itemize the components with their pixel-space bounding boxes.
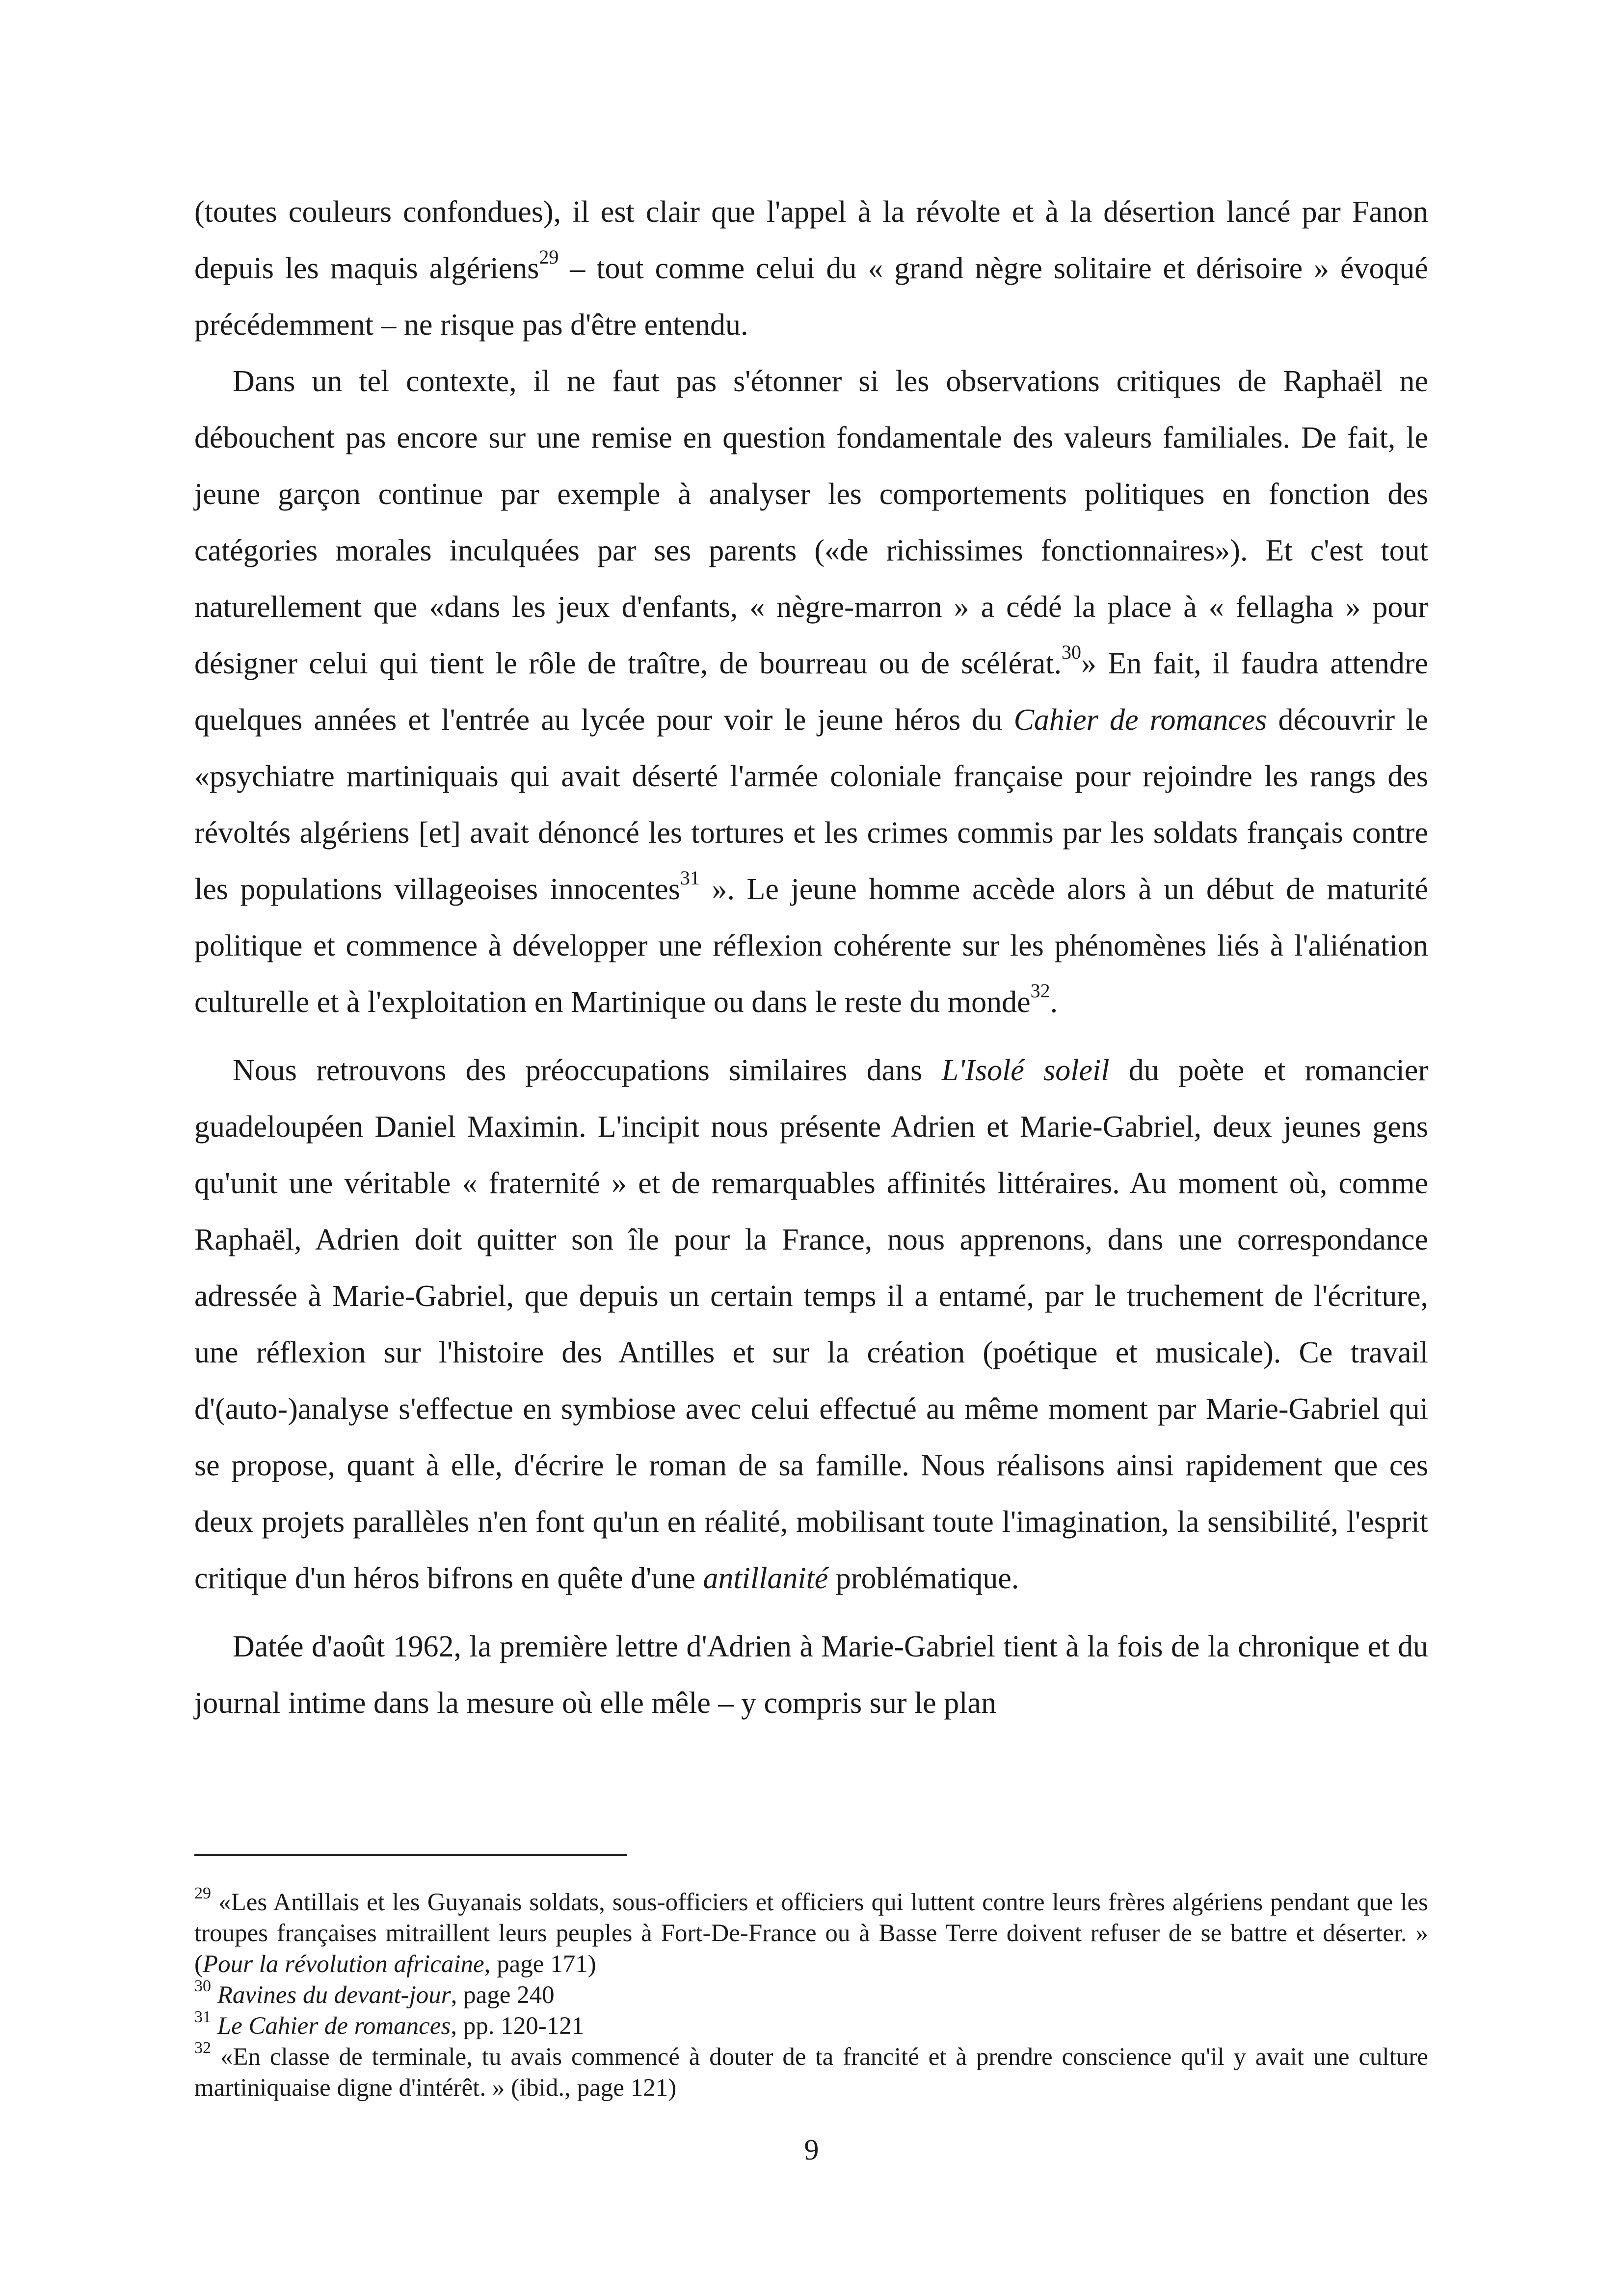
paragraph-4 — [194, 1619, 1428, 1732]
footnote-reference-29[interactable]: 29 — [539, 246, 559, 268]
paragraph-text: ». Le jeune homme accède alors à un début de maturité politique et commence à développer une réflexion cohérente sur les phénomènes liés à l'aliénation culturelle et à l'exploitation en Martinique ou dans le reste du monde — [194, 873, 1429, 1019]
footnote-text — [211, 1981, 217, 2009]
book-title: Ravines du devant-jour — [217, 1981, 451, 2009]
footnote-text — [211, 2012, 217, 2040]
footnote-text: «En classe de terminale, tu avais commencé à douter de ta francité et à prendre conscience qu'il y avait une culture martiniquaise digne d'intérêt. » (ibid., page 121) — [194, 2043, 1428, 2102]
footnote-reference-31[interactable]: 31 — [680, 867, 700, 889]
footnote-32 — [194, 2039, 1428, 2104]
book-title: Pour la révolution africaine — [202, 1950, 484, 1978]
book-title: Le Cahier de romances — [217, 2012, 451, 2040]
book-title: L'Isolé soleil — [941, 1054, 1110, 1087]
footnote-text: , page 171) — [484, 1950, 596, 1978]
paragraph-text: Datée d'août 1962, la première lettre d'Adrien à Marie-Gabriel tient à la fois de la chronique et du journal intime dans la mesure où elle mêle – y compris sur le plan — [194, 1630, 1428, 1720]
book-title: Cahier de romances — [1013, 703, 1267, 737]
paragraph-3 — [194, 1042, 1428, 1607]
paragraph-text: Dans un tel contexte, il ne faut pas s'étonner si les observations critiques de Raphaël ne débouchent pas encore sur une remise en question fondamentale des valeurs familiales. De fait, le jeune garçon continue par exemple à analyser les comportements politiques en fonction des catégories morales inculquées par ses parents («de richissimes fonctionnaires»). Et c'est tout naturellement que «dans les jeux d'enfants, « nègre-marron » a cédé la place à « fellagha » pour désigner celui qui tient le rôle de traître, de bourreau ou de scélérat. — [194, 365, 1428, 680]
paragraph-text: du poète et romancier guadeloupéen Daniel Maximin. L'incipit nous présente Adrien et Marie-Gabriel, deux jeunes gens qu'unit une véritable « fraternité » et de remarquables affinités littéraires. Au moment où, comme Raphaël, Adrien doit quitter son île pour la France, nous apprenons, dans une correspondance adressée à Marie-Gabriel, que depuis un certain temps il a entamé, par le truchement de l'écriture, une réflexion sur l'histoire des Antilles et sur la création (poétique et musicale). Ce travail d'(auto-)analyse s'effectue en symbiose avec celui effectué au même moment par Marie-Gabriel qui se propose, quant à elle, d'écrire le roman de sa famille. Nous réalisons ainsi rapidement que ces deux projets parallèles n'en font qu'un en réalité, mobilisant toute l'imagination, la sensibilité, l'esprit critique d'un héros bifrons en quête d'une — [194, 1054, 1428, 1595]
footnote-reference-32[interactable]: 32 — [1030, 980, 1050, 1002]
paragraph-text: – tout comme celui du « grand nègre solitaire et dérisoire » évoqué précédemment – ne risque pas d'être entendu. — [194, 252, 1429, 342]
paragraph-text: Nous retrouvons des préoccupations similaires dans — [233, 1054, 942, 1087]
paragraph-1 — [194, 184, 1428, 353]
body-text — [194, 184, 1428, 1732]
footnote-reference-30[interactable]: 30 — [1062, 641, 1082, 663]
page-number: 9 — [804, 2134, 819, 2166]
paragraph-text: découvrir le «psychiatre martiniquais qui avait déserté l'armée coloniale française pour rejoindre les rangs des révoltés algériens [et] avait dénoncé les tortures et les crimes commis par les soldats français contre les populations villageoises innocentes — [194, 703, 1428, 906]
footnote-30 — [194, 1977, 1428, 2011]
footnote-number: 29 — [194, 1884, 211, 1903]
footnotes — [194, 1884, 1428, 2104]
footnote-separator — [194, 1854, 627, 1856]
footnote-number: 31 — [194, 2008, 211, 2027]
footnote-number: 32 — [194, 2039, 211, 2057]
paragraph-text: » En fait, il faudra attendre quelques années et l'entrée au lycée pour voir le jeune héros du — [194, 647, 1428, 737]
footnote-31 — [194, 2008, 1428, 2042]
footnote-29 — [194, 1884, 1428, 1980]
emphasized-term: antillanité — [703, 1562, 828, 1595]
paragraph-2 — [194, 353, 1428, 1031]
footnote-text: , pp. 120-121 — [451, 2012, 585, 2040]
footnote-number: 30 — [194, 1977, 211, 1996]
paragraph-text: (toutes couleurs confondues), il est clair que l'appel à la révolte et à la désertion lancé par Fanon depuis les maquis algériens — [194, 195, 1428, 285]
footnote-text: , page 240 — [451, 1981, 555, 2009]
paragraph-text: . — [1050, 986, 1058, 1019]
footnote-text: «Les Antillais et les Guyanais soldats, sous-officiers et officiers qui luttent contre leurs frères algériens pendant que les troupes françaises mitraillent leurs peuples à Fort-De-France ou à Basse Terre doivent refuser de se battre et déserter. » ( — [194, 1889, 1428, 1978]
paragraph-text: problématique. — [828, 1562, 1019, 1595]
